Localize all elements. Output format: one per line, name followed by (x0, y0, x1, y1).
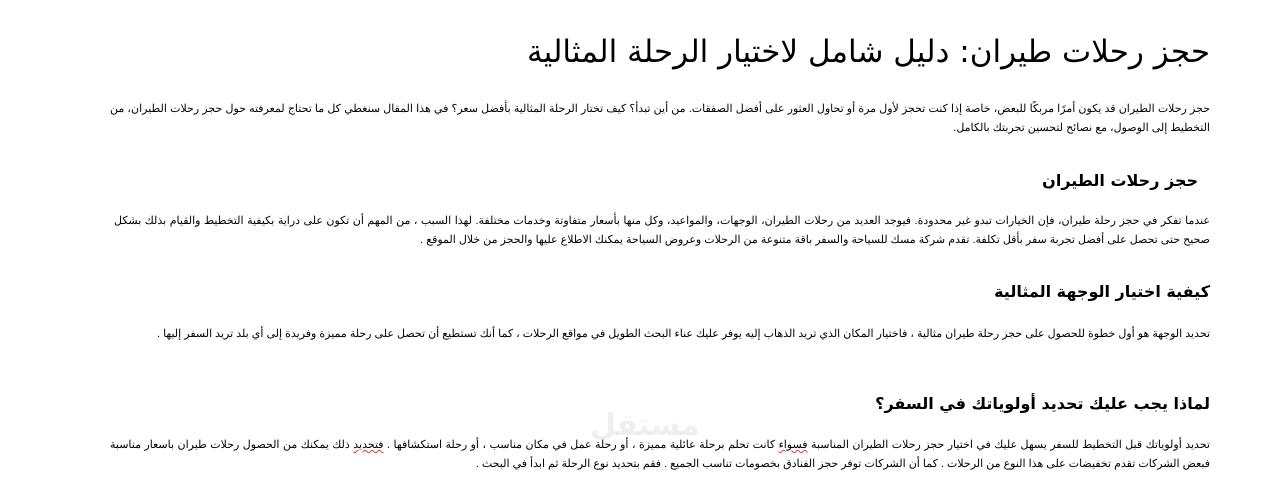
priorities-text-part1: تحديد أولوياتك قبل التخطيط للسفر يسهل عليك في اختيار حجز رحلات الطيران المناسبة (807, 439, 1210, 451)
priorities-text-part2: كانت تحلم برحلة عائلية مميزة ، أو رحلة عمل في مكان مناسب ، أو رحلة استكشافها . (383, 439, 779, 451)
section-body-booking: عندما تفكر في حجز رحلة طيران، فإن الخيارات تبدو غير محدودة. فيوجد العديد من رحلات الطيران، الوجهات، والمواعيد، وكل منها بأسعار متفاوتة وخدمات مختلفة. لهذا السبب ، من المهم أن تكون على دراية بكيفية التخطيط والقيام بذلك بشكل صحيح حتى تحصل على أفضل تجربة سفر بأقل تكلفة. تقدم شركة مسك للسياحة والسفر باقة متنوعة من الرحلات وعروض السياحة يمكنك الاطلاع عليها والحجز من خلال الموقع . (114, 215, 1210, 246)
section-body-priorities (110, 436, 1210, 474)
section-heading-destination: كيفية اختيار الوجهة المثالية (994, 282, 1210, 301)
section-body-destination: تحديد الوجهة هو أول خطوة للحصول على حجز رحلة طيران مثالية ، فاختيار المكان الذي تريد الذهاب إليه يوفر عليك عناء البحث الطويل في مواقع الرحلات ، كما أنك تستطيع أن تحصل على رحلة مميزة وفريدة إلى أي بلد تريد السفر إليها . (156, 328, 1210, 340)
watermark-logo: مستقل (590, 408, 700, 443)
section-heading-priorities: لماذا يجب عليك تحديد أولوياتك في السفر؟ (875, 394, 1210, 413)
section-heading-booking: حجز رحلات الطيران (1042, 171, 1198, 190)
intro-paragraph: حجز رحلات الطيران قد يكون أمرًا مربكًا للبعض، خاصة إذا كنت تحجز لأول مرة أو تحاول العثور على أفضل الصفقات. من أين تبدأ؟ كيف تختار الرحلة المثالية بأفضل سعر؟ في هذا المقال سنغطي كل ما تحتاج لمعرفته حول حجز رحلات الطيران، من التخطيط إلى الوصول، مع نصائح لتحسين تجربتك بالكامل. (110, 103, 1210, 134)
spellcheck-word-1: فسواء (778, 439, 808, 451)
page-title: حجز رحلات طيران: دليل شامل لاختيار الرحلة المثالية (527, 34, 1210, 70)
spellcheck-word-2: فتحديد (353, 439, 384, 451)
priorities-text-part3: ذلك يمكنك من الحصول رحلات طيران باسعار مناسبة فبعض الشركات تقدم تخفيضات على هذا النوع من الرحلات . كما أن الشركات توفر حجز الفنادق بخصومات تناسب الجميع . فقم بتحديد نوع الرحلة ثم ابدأ في البحث . (110, 439, 1210, 470)
